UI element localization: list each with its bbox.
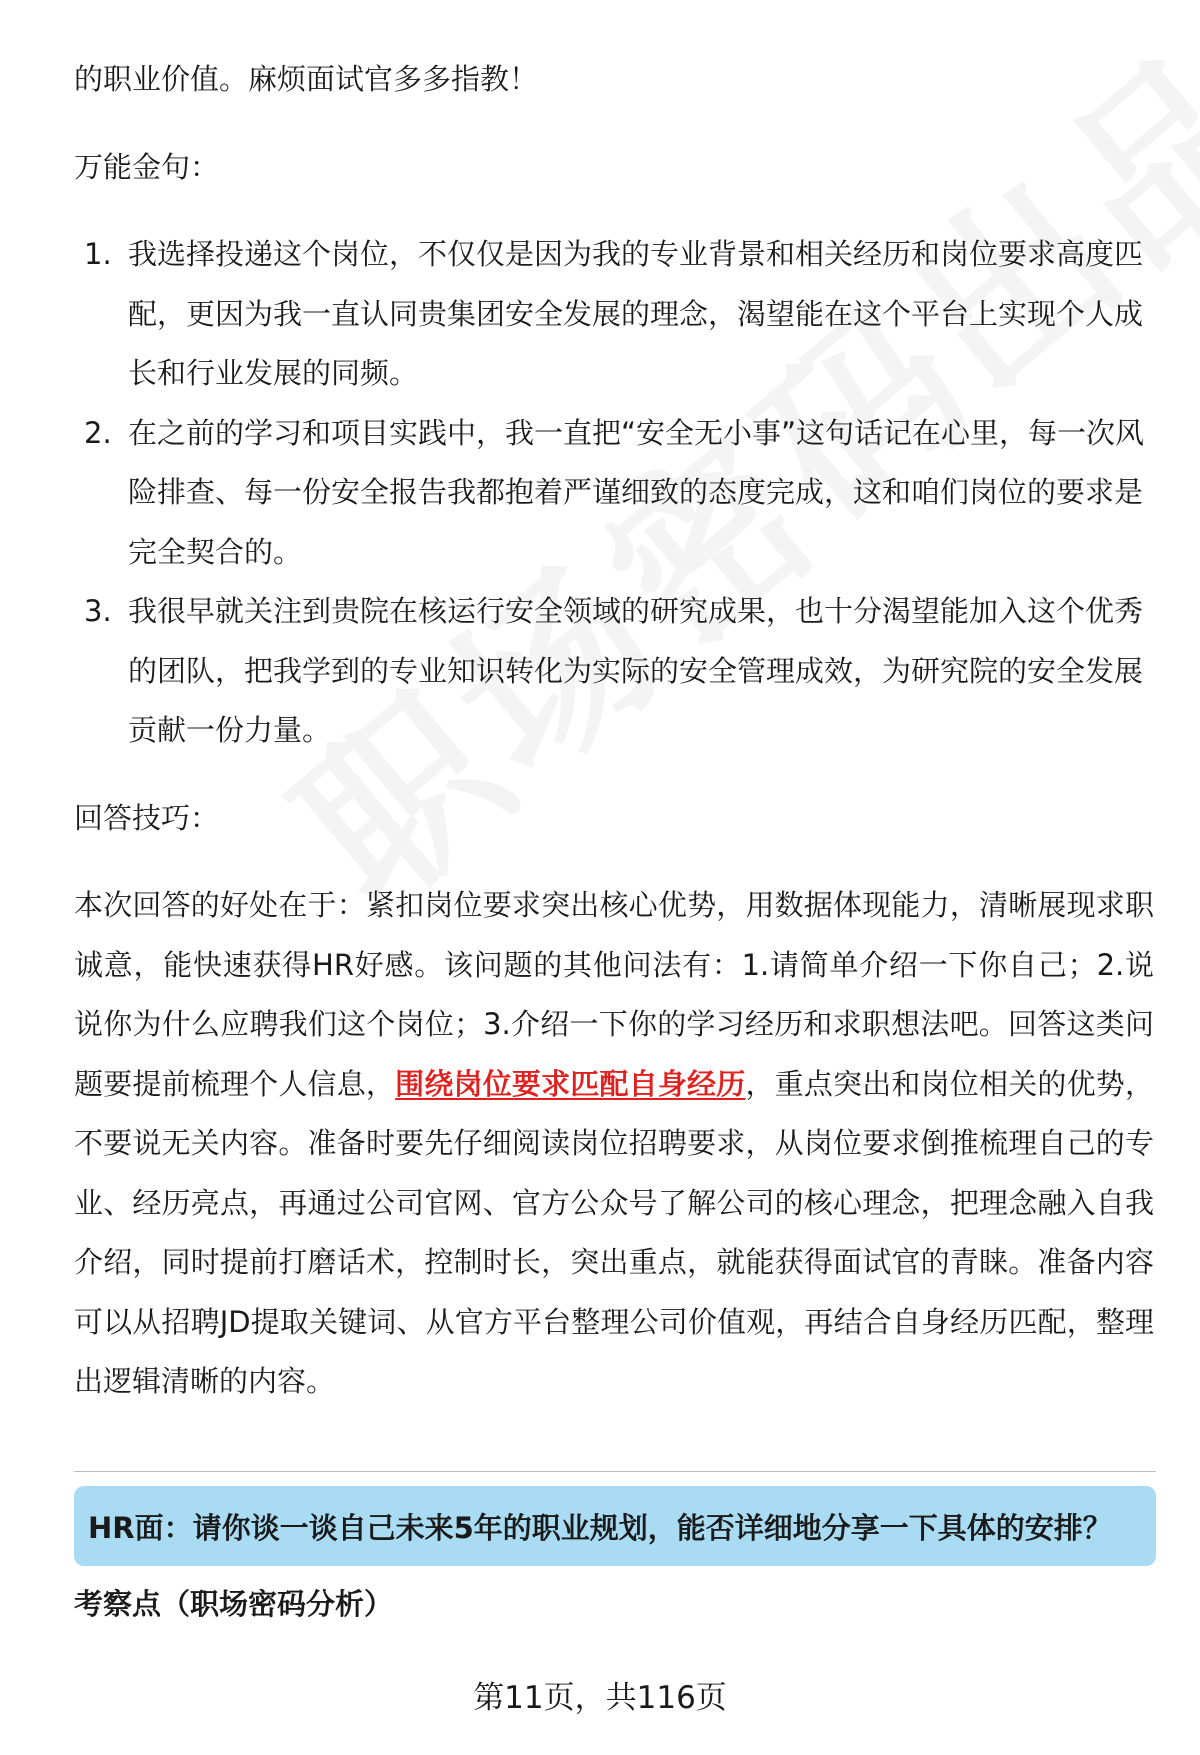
- golden-sentences-list: [74, 225, 1154, 761]
- list-item-number: 3.: [84, 594, 112, 628]
- hr-question-box: [74, 1486, 1156, 1566]
- answer-tips-paragraph: [74, 876, 1154, 1412]
- list-item-number: 2.: [84, 415, 112, 450]
- intro-tail-text: 的职业价值。麻烦面试官多多指教！: [74, 62, 539, 96]
- hr-question-text: HR面：请你谈一谈自己未来5年的职业规划，能否详细地分享一下具体的安排？: [88, 1510, 1112, 1545]
- section-divider: [74, 1471, 1156, 1472]
- list-item-text: 在之前的学习和项目实践中，我一直把“安全无小事”这句话记在心里，每一次风险排查、每一份安全报告我都抱着严谨细致的态度完成，这和咱们岗位的要求是完全契合的。: [128, 415, 1145, 569]
- tips-highlight: 围绕岗位要求匹配自身经历: [395, 1066, 746, 1101]
- list-item: [74, 582, 1154, 761]
- golden-sentences-heading: 万能金句：: [74, 149, 220, 184]
- list-item: [74, 225, 1154, 404]
- answer-tips-heading: 回答技巧：: [74, 800, 220, 835]
- list-item-number: 1.: [84, 237, 112, 271]
- examine-points-heading: 考察点（职场密码分析）: [74, 1587, 394, 1621]
- page-footer: 第11页，共116页: [473, 1680, 727, 1716]
- list-item-text: 我很早就关注到贵院在核运行安全领域的研究成果，也十分渴望能加入这个优秀的团队，把我学到的专业知识转化为实际的安全管理成效，为研究院的安全发展贡献一份力量。: [128, 594, 1144, 747]
- list-item-text: 我选择投递这个岗位，不仅仅是因为我的专业背景和相关经历和岗位要求高度匹配，更因为我一直认同贵集团安全发展的理念，渴望能在这个平台上实现个人成长和行业发展的同频。: [128, 237, 1144, 390]
- tips-text-before: 本次回答的好处在于：紧扣岗位要求突出核心优势，用数据体现能力，清晰展现求职诚意，能快速获得HR好感。该问题的其他问法有：1.请简单介绍一下你自己；2.说说你为什么应聘我们这个岗位；3.介绍一下你的学习经历和求职想法吧。回答这类问题要提前梳理个人信息，: [74, 888, 1154, 1101]
- list-item: [74, 404, 1154, 583]
- page-content: [74, 50, 1154, 1412]
- tips-text-after: ，重点突出和岗位相关的优势，不要说无关内容。准备时要先仔细阅读岗位招聘要求，从岗位要求倒推梳理自己的专业、经历亮点，再通过公司官网、官方公众号了解公司的核心理念，把理念融入自我介绍，同时提前打磨话术，控制时长，突出重点，就能获得面试官的青睐。准备内容可以从招聘JD提取关键词、从官方平台整理公司价值观，再结合自身经历匹配，整理出逻辑清晰的内容。: [74, 1066, 1154, 1398]
